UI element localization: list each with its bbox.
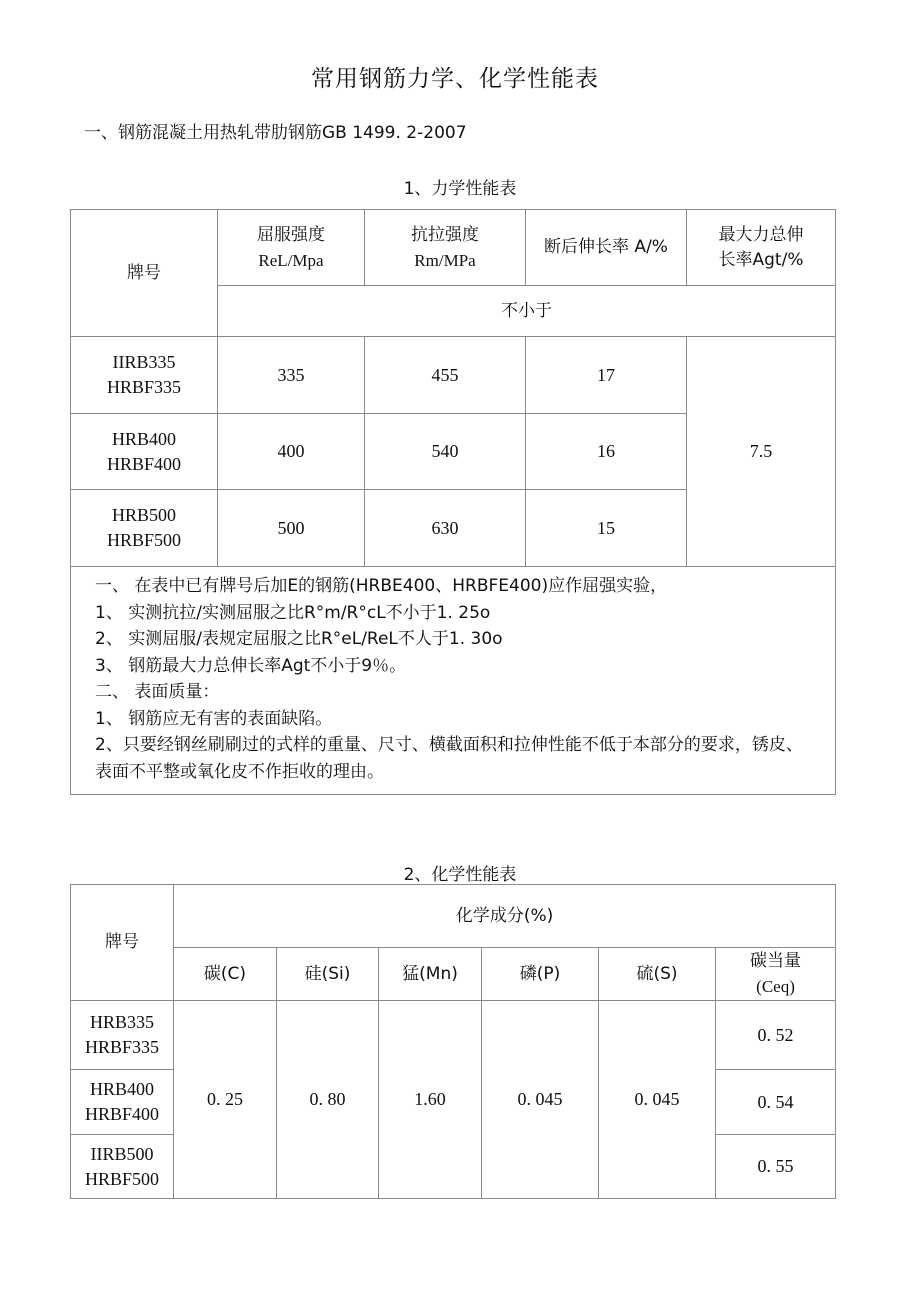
element-header: 硅(Si): [277, 948, 379, 1001]
grade-line: HRBF500: [84, 1168, 160, 1189]
element-header: 碳(C): [174, 948, 277, 1001]
header-grade: 牌号: [71, 210, 218, 337]
grade-cell: [71, 337, 218, 414]
grade-line: HRBF335: [106, 377, 182, 397]
grade-line: HRBF500: [106, 530, 182, 550]
grade-line: HRB400: [111, 428, 176, 449]
composition-header: 化学成分(%): [174, 885, 836, 948]
header-yield: [218, 210, 365, 286]
note-line: 1、 实测抗拉/实测屈服之比R°m/R°cL不小于1. 25o: [95, 602, 491, 623]
grade-cell: [71, 1070, 174, 1135]
yield-value: 335: [218, 337, 365, 414]
grade-line: HRBF400: [84, 1104, 160, 1124]
table2-caption: 2、化学性能表: [403, 865, 517, 885]
note-line: 2、只要经钢丝刷刷过的式样的重量、尺寸、横截面积和拉伸性能不低于本部分的要求，锈皮、表面不平整或氧化皮不作拒收的理由。: [95, 735, 803, 782]
phosphorus-value: 0. 045: [482, 1001, 599, 1199]
grade-line: IIRB500: [90, 1143, 154, 1164]
section-heading: 一、钢筋混凝土用热轧带肋钢筋GB 1499. 2-2007: [84, 123, 467, 143]
grade-line: IIRB335: [112, 352, 176, 372]
sulfur-value: 0. 045: [599, 1001, 716, 1199]
header-tensile: [365, 210, 526, 286]
page-title: 常用钢筋力学、化学性能表: [311, 66, 599, 92]
header-yield-unit: ReL/Mpa: [258, 250, 324, 270]
grade-cell: [71, 490, 218, 567]
ceq-value: 0. 54: [716, 1070, 836, 1135]
tensile-value: 630: [365, 490, 526, 567]
ceq-header: [716, 948, 836, 1001]
notes-cell: [71, 567, 836, 795]
note-line: 一、 在表中已有牌号后加E的钢筋(HRBE400、HRBFE400)应作屈强实验，: [95, 576, 668, 596]
ceq-value: 0. 52: [716, 1001, 836, 1070]
elongation-value: 17: [526, 337, 687, 414]
grade-line: HRB500: [111, 505, 176, 525]
min-label: 不小于: [218, 286, 836, 337]
yield-value: 500: [218, 490, 365, 567]
header-agt-line1: 最大力总伸: [718, 224, 804, 245]
chemical-properties-table: [70, 884, 836, 1199]
elongation-value: 15: [526, 490, 687, 567]
table1-caption: 1、力学性能表: [403, 179, 517, 199]
carbon-value: 0. 25: [174, 1001, 277, 1199]
element-header: 硫(S): [599, 948, 716, 1001]
element-header: 猛(Mn): [379, 948, 482, 1001]
mechanical-properties-table: [70, 209, 836, 795]
grade-line: HRB400: [89, 1079, 154, 1099]
grade-line: HRBF335: [84, 1037, 160, 1057]
grade-line: HRB335: [89, 1012, 154, 1032]
header-elongation: 断后伸长率 A/%: [526, 210, 687, 286]
manganese-value: 1.60: [379, 1001, 482, 1199]
grade-line: HRBF400: [106, 453, 182, 474]
element-header: 磷(P): [482, 948, 599, 1001]
silicon-value: 0. 80: [277, 1001, 379, 1199]
ceq-header-line1: 碳当量: [750, 951, 802, 971]
grade-cell: [71, 1001, 174, 1070]
grade-cell: [71, 1135, 174, 1199]
header-agt-line2: 长率Agt/%: [718, 249, 804, 270]
note-line: 二、 表面质量：: [95, 682, 220, 702]
note-line: 2、 实测屈服/表规定屈服之比R°eL/ReL不人于1. 30o: [95, 629, 503, 649]
ceq-header-line2: (Ceq): [756, 977, 795, 996]
agt-value: 7.5: [687, 337, 836, 567]
header-grade: 牌号: [71, 885, 174, 1001]
tensile-value: 540: [365, 414, 526, 490]
note-line: 3、 钢筋最大力总伸长率Agt不小于9％。: [95, 655, 407, 676]
ceq-value: 0. 55: [716, 1135, 836, 1199]
elongation-value: 16: [526, 414, 687, 490]
header-agt: [687, 210, 836, 286]
grade-cell: [71, 414, 218, 490]
header-tensile-unit: Rm/MPa: [414, 250, 476, 270]
tensile-value: 455: [365, 337, 526, 414]
yield-value: 400: [218, 414, 365, 490]
note-line: 1、 钢筋应无有害的表面缺陷。: [95, 708, 333, 729]
header-yield-label: 屈服强度: [257, 224, 325, 245]
header-tensile-label: 抗拉强度: [411, 224, 479, 245]
